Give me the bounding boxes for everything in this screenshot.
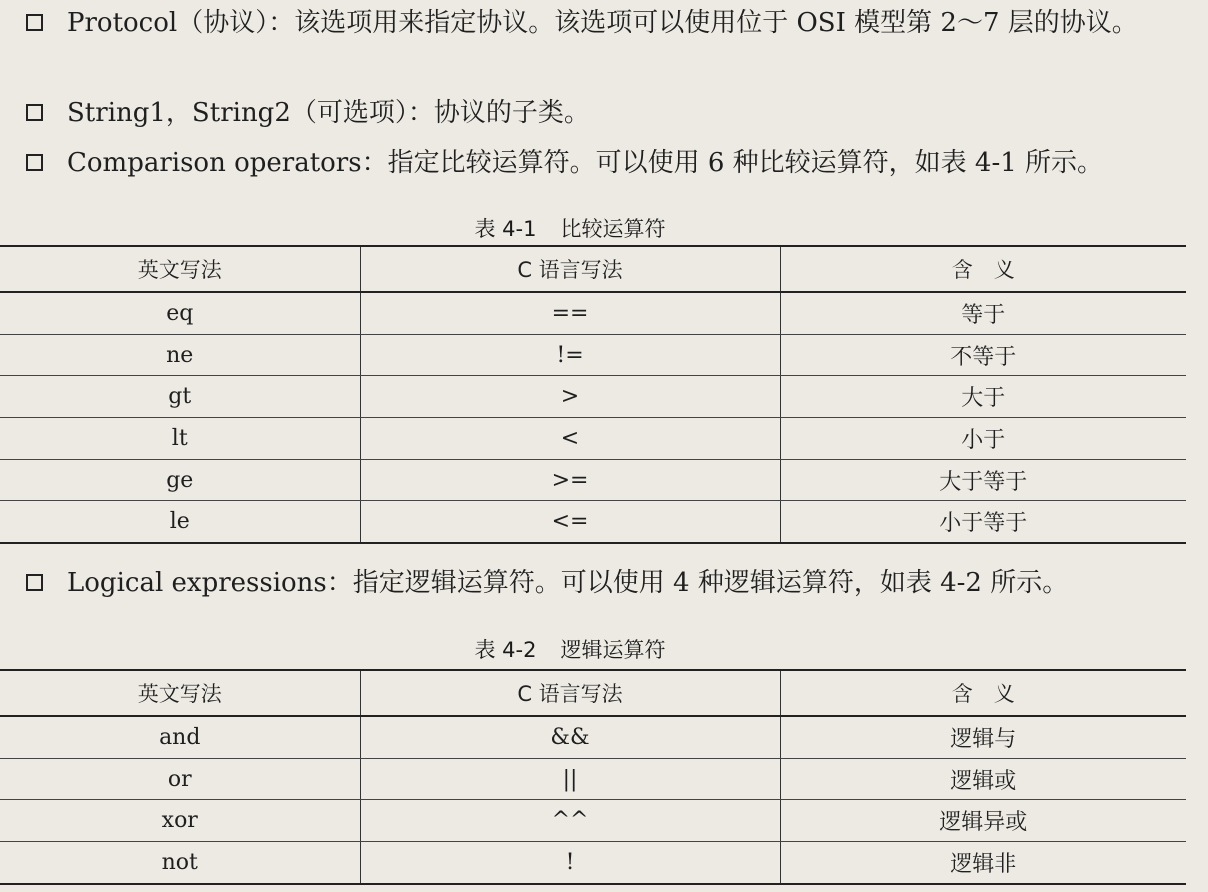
table-header-row <box>0 246 1186 292</box>
header-english: 英文写法 <box>0 246 360 292</box>
bullet-text: Comparison operators：指定比较运算符。可以使用 6 种比较运算符，如表 4-1 所示。 <box>67 148 1104 178</box>
cell-c-syntax: > <box>360 376 780 418</box>
cell-c-syntax: ! <box>360 842 780 884</box>
cell-c-syntax: && <box>360 716 780 758</box>
cell-meaning: 逻辑或 <box>780 758 1186 800</box>
table-row <box>0 418 1186 460</box>
header-english: 英文写法 <box>0 670 360 716</box>
cell-meaning: 小于等于 <box>780 501 1186 543</box>
cell-c-syntax: || <box>360 758 780 800</box>
caption-number: 表 4-1 <box>474 217 537 241</box>
bullet-protocol <box>26 4 1198 42</box>
table-row <box>0 716 1186 758</box>
bullet-string <box>26 94 1198 132</box>
cell-english: ne <box>0 334 360 376</box>
table-caption-4-2 <box>0 634 1140 664</box>
header-meaning: 含 义 <box>780 246 1186 292</box>
cell-english: gt <box>0 376 360 418</box>
cell-english: lt <box>0 418 360 460</box>
bullet-text: String1，String2（可选项）：协议的子类。 <box>67 98 590 128</box>
table-row <box>0 842 1186 884</box>
table-row <box>0 800 1186 842</box>
cell-english: or <box>0 758 360 800</box>
cell-meaning: 逻辑异或 <box>780 800 1186 842</box>
caption-title: 比较运算符 <box>560 217 666 241</box>
cell-meaning: 不等于 <box>780 334 1186 376</box>
cell-meaning: 小于 <box>780 418 1186 460</box>
cell-c-syntax: < <box>360 418 780 460</box>
cell-meaning: 等于 <box>780 292 1186 334</box>
cell-english: not <box>0 842 360 884</box>
checkbox-bullet-icon <box>26 154 43 171</box>
header-c-language: C 语言写法 <box>360 670 780 716</box>
checkbox-bullet-icon <box>26 104 43 121</box>
bullet-text: Protocol（协议）：该选项用来指定协议。该选项可以使用位于 OSI 模型第 2～7 层的协议。 <box>67 8 1138 38</box>
table-row <box>0 459 1186 501</box>
table-row <box>0 376 1186 418</box>
cell-english: le <box>0 501 360 543</box>
cell-c-syntax: >= <box>360 459 780 501</box>
cell-meaning: 逻辑非 <box>780 842 1186 884</box>
table-header-row <box>0 670 1186 716</box>
cell-meaning: 逻辑与 <box>780 716 1186 758</box>
checkbox-bullet-icon <box>26 14 43 31</box>
caption-title: 逻辑运算符 <box>560 638 666 662</box>
cell-english: ge <box>0 459 360 501</box>
cell-meaning: 大于 <box>780 376 1186 418</box>
logical-operators-table <box>0 669 1186 885</box>
cell-c-syntax: <= <box>360 501 780 543</box>
cell-meaning: 大于等于 <box>780 459 1186 501</box>
bullet-text: Logical expressions：指定逻辑运算符。可以使用 4 种逻辑运算符，如表 4-2 所示。 <box>67 568 1069 598</box>
header-meaning: 含 义 <box>780 670 1186 716</box>
table-row <box>0 501 1186 543</box>
table-caption-4-1 <box>0 213 1140 243</box>
table-row <box>0 334 1186 376</box>
bullet-logical <box>26 564 1198 602</box>
comparison-operators-table <box>0 245 1186 544</box>
caption-number: 表 4-2 <box>474 638 537 662</box>
header-c-language: C 语言写法 <box>360 246 780 292</box>
cell-english: and <box>0 716 360 758</box>
cell-c-syntax: == <box>360 292 780 334</box>
cell-english: eq <box>0 292 360 334</box>
cell-c-syntax: ^^ <box>360 800 780 842</box>
table-row <box>0 758 1186 800</box>
cell-english: xor <box>0 800 360 842</box>
bullet-comparison <box>26 144 1198 182</box>
table-row <box>0 292 1186 334</box>
checkbox-bullet-icon <box>26 574 43 591</box>
cell-c-syntax: != <box>360 334 780 376</box>
